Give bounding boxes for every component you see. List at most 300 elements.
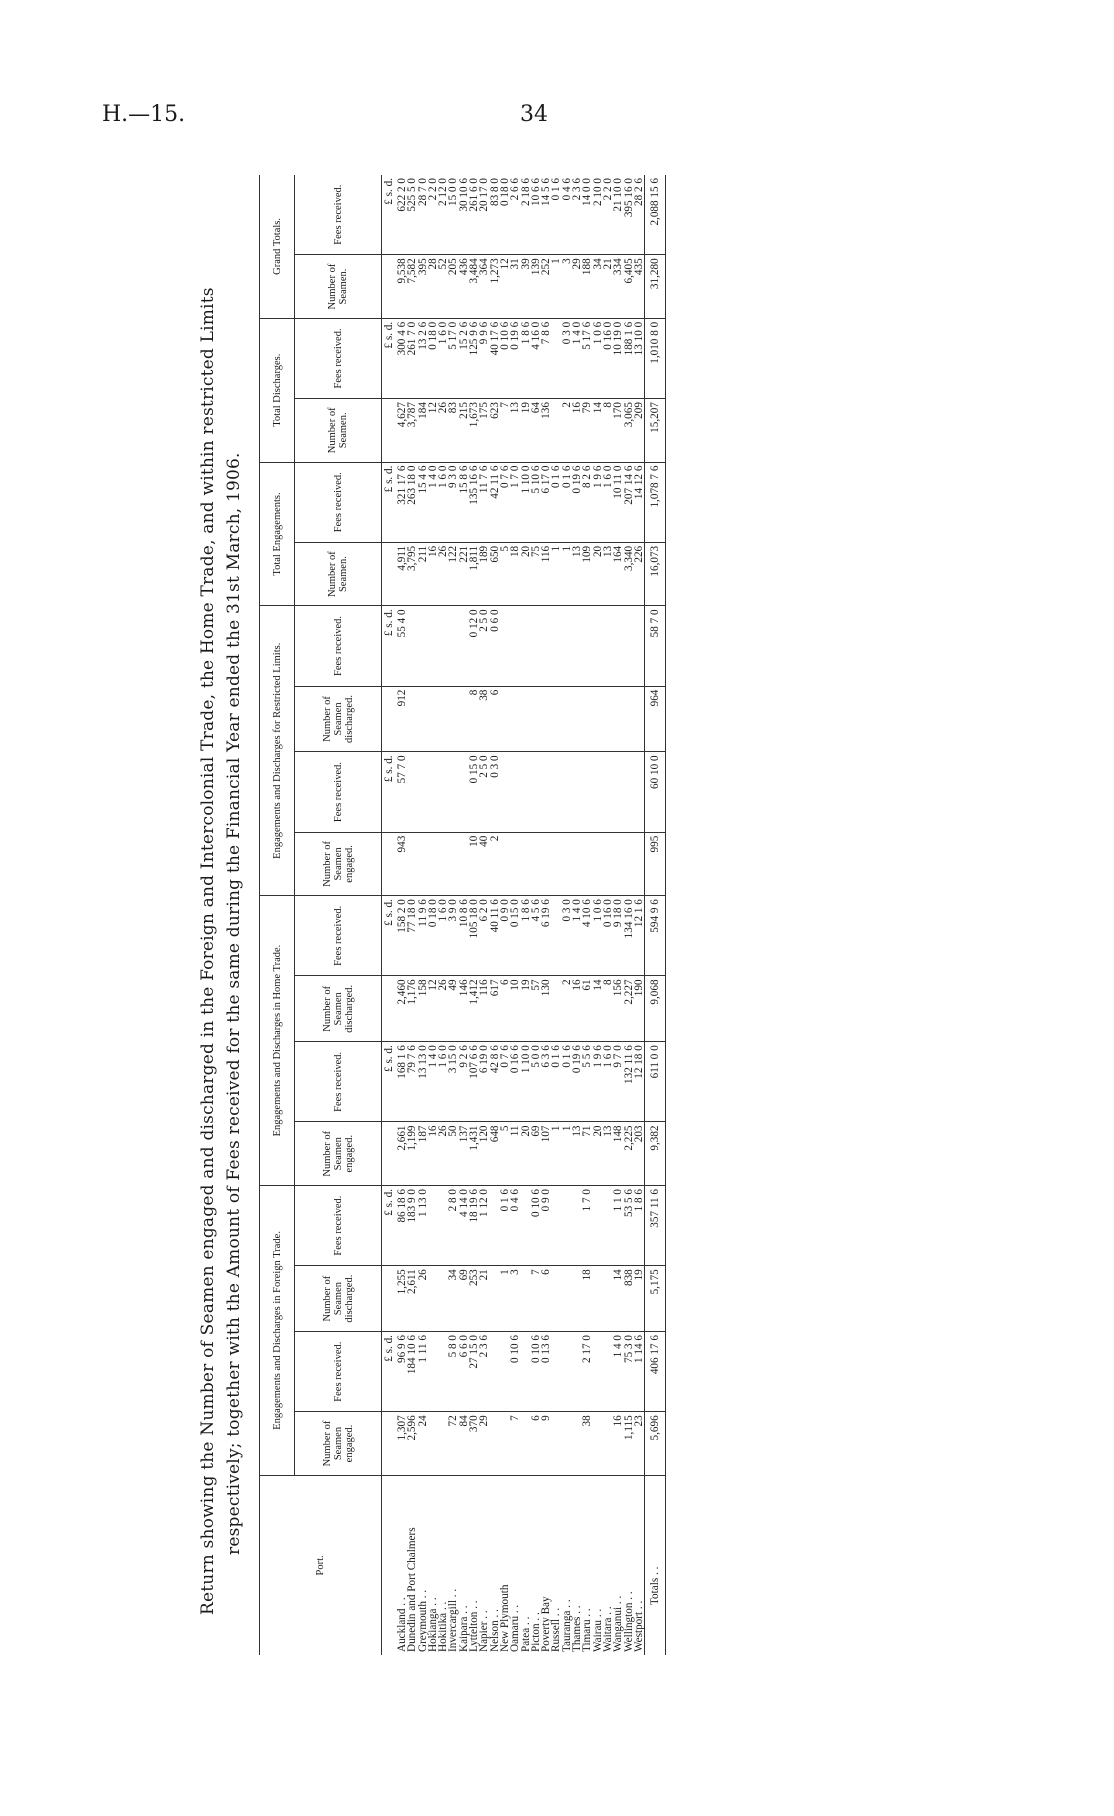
fees-cell: 40 17 6 — [490, 318, 500, 398]
fees-cell: 0 9 0 — [541, 1185, 551, 1265]
seamen-count-cell — [562, 1266, 572, 1332]
fees-cell: 261 6 0 — [469, 175, 479, 255]
seamen-count-cell — [562, 832, 572, 896]
fees-cell: 15 0 0 — [448, 175, 458, 255]
group-header-grand-totals: Grand Totals. — [260, 175, 295, 318]
port-name: Hokianga . . — [426, 1597, 439, 1652]
port-name: Nelson . . — [488, 1609, 501, 1652]
fees-cell — [593, 606, 603, 686]
seamen-count-cell — [490, 1412, 500, 1476]
seamen-count-cell: 9 — [541, 1412, 551, 1476]
seamen-count-cell — [634, 832, 645, 896]
return-title — [195, 195, 247, 1615]
fees-cell: 79 7 6 — [407, 1042, 417, 1122]
port-name: Auckland . . — [396, 1597, 408, 1652]
seamen-count-cell: 29 — [479, 1412, 489, 1476]
group-header-home: Engagements and Discharges in Home Trade. — [260, 896, 295, 1186]
fees-cell: 1 8 6 — [634, 1185, 645, 1265]
fees-cell: 168 1 6 — [397, 1042, 407, 1122]
seamen-count-cell: 13 — [510, 399, 520, 463]
seamen-count-cell — [551, 686, 561, 752]
seamen-count-cell: 1,115 — [624, 1412, 634, 1476]
fees-cell: 1 8 6 — [521, 318, 531, 398]
seamen-count-cell — [510, 832, 520, 896]
fees-cell: 2 5 0 — [479, 752, 489, 832]
seamen-count-cell: 20 — [521, 542, 531, 606]
fees-cell — [634, 606, 645, 686]
fees-cell: 7 8 6 — [541, 318, 551, 398]
seamen-count-cell: 189 — [479, 542, 489, 606]
fees-cell: 125 9 6 — [469, 318, 479, 398]
currency-unit-label: £ s. d. — [382, 1185, 398, 1265]
seamen-count-cell: 943 — [397, 832, 407, 896]
fees-cell: 158 2 0 — [397, 896, 407, 976]
fees-cell: 2 18 6 — [521, 175, 531, 255]
units-empty-cell — [382, 832, 398, 896]
fees-cell: 21 10 0 — [613, 175, 623, 255]
currency-unit-label: £ s. d. — [382, 175, 398, 255]
seamen-count-cell — [541, 832, 551, 896]
port-name: Wellington . . — [622, 1591, 635, 1652]
fees-cell: 5 17 6 — [582, 318, 592, 398]
fees-cell: 525 5 0 — [407, 175, 417, 255]
fees-cell: 135 16 6 — [469, 462, 479, 542]
fees-cell: 107 6 6 — [469, 1042, 479, 1122]
fees-cell — [521, 606, 531, 686]
seamen-count-cell: 7 — [510, 1412, 520, 1476]
fees-cell: 2 5 0 — [479, 606, 489, 686]
seamen-count-cell — [551, 976, 561, 1042]
fees-cell: 261 7 0 — [407, 318, 417, 398]
fees-cell: 0 7 6 — [500, 1042, 510, 1122]
seamen-count-cell: 1,412 — [469, 976, 479, 1042]
fees-cell — [500, 752, 510, 832]
seamen-count-cell: 1,431 — [469, 1122, 479, 1186]
fees-cell: 1 9 6 — [593, 462, 603, 542]
subheader-fees: Fees received. — [295, 175, 382, 255]
port-name: Wanganui . . — [612, 1595, 625, 1652]
seamen-count-cell: 130 — [541, 976, 551, 1042]
fees-cell: 0 10 6 — [531, 1332, 541, 1412]
fees-cell: 28 7 0 — [418, 175, 428, 255]
fees-cell: 0 1 6 — [500, 1185, 510, 1265]
totals-label: Totals . . — [645, 1475, 666, 1655]
seamen-count-cell: 16 — [428, 1122, 438, 1186]
fees-cell: 0 1 6 — [551, 462, 561, 542]
fees-cell: 0 10 6 — [531, 1185, 541, 1265]
fees-cell: 20 17 0 — [479, 175, 489, 255]
seamen-count-cell: 26 — [438, 542, 448, 606]
seamen-count-cell — [531, 832, 541, 896]
units-empty-cell — [382, 542, 398, 606]
seamen-count-cell: 648 — [490, 1122, 500, 1186]
seamen-count-cell: 2,225 — [624, 1122, 634, 1186]
seamen-count-cell: 116 — [479, 976, 489, 1042]
fees-cell: 14 12 6 — [634, 462, 645, 542]
seamen-count-cell: 175 — [479, 399, 489, 463]
seamen-count-cell — [428, 686, 438, 752]
page-number: 34 — [520, 102, 548, 127]
fees-cell: 6 17 0 — [541, 462, 551, 542]
seamen-count-cell: 187 — [418, 1122, 428, 1186]
fees-cell: 0 3 0 — [562, 318, 572, 398]
total-count-cell: 964 — [645, 686, 666, 752]
subheader-discharged: Number of Seamen discharged. — [295, 1266, 382, 1332]
total-count-cell: 5,175 — [645, 1266, 666, 1332]
fees-cell — [582, 752, 592, 832]
seamen-count-cell: 3,484 — [469, 255, 479, 319]
seamen-count-cell: 16 — [428, 542, 438, 606]
seamen-count-cell: 16 — [572, 399, 582, 463]
fees-cell: 0 10 6 — [510, 1332, 520, 1412]
seamen-count-cell: 6 — [500, 976, 510, 1042]
fees-cell: 4 14 0 — [459, 1185, 469, 1265]
fees-cell: 263 18 0 — [407, 462, 417, 542]
seamen-count-cell — [407, 832, 417, 896]
port-name: Hokitika . . — [437, 1601, 450, 1652]
subheader-number: Number of Seamen. — [295, 399, 382, 463]
seamen-count-cell — [500, 686, 510, 752]
currency-unit-label: £ s. d. — [382, 752, 398, 832]
total-fees-cell: 406 17 6 — [645, 1332, 666, 1412]
subheader-fees: Fees received. — [295, 318, 382, 398]
seamen-count-cell — [562, 1412, 572, 1476]
fees-cell: 10 6 6 — [531, 175, 541, 255]
fees-cell: 1 4 0 — [428, 462, 438, 542]
port-name: Dunedin and Port Chalmers — [406, 1527, 419, 1652]
seamen-count-cell: 20 — [593, 542, 603, 606]
fees-cell — [582, 606, 592, 686]
seamen-count-cell: 158 — [418, 976, 428, 1042]
units-empty-cell — [382, 1266, 398, 1332]
fees-cell: 1 6 0 — [603, 462, 613, 542]
fees-cell — [531, 752, 541, 832]
currency-unit-label: £ s. d. — [382, 462, 398, 542]
fees-cell: 0 15 0 — [510, 896, 520, 976]
group-header-foreign: Engagements and Discharges in Foreign Trade. — [260, 1185, 295, 1475]
seamen-count-cell — [593, 1266, 603, 1332]
seamen-count-cell: 12 — [428, 399, 438, 463]
seamen-count-cell — [603, 686, 613, 752]
seamen-count-cell — [510, 686, 520, 752]
fees-cell: 1 4 0 — [428, 1042, 438, 1122]
port-name: Picton . . — [529, 1612, 542, 1652]
fees-cell: 1 12 0 — [479, 1185, 489, 1265]
seamen-count-cell: 14 — [593, 976, 603, 1042]
fees-cell — [490, 1332, 500, 1412]
subheader-fees: Fees received. — [295, 1185, 382, 1265]
fees-cell: 1 4 0 — [572, 318, 582, 398]
seamen-count-cell: 122 — [448, 542, 458, 606]
fees-cell: 207 14 6 — [624, 462, 634, 542]
seamen-count-cell — [624, 686, 634, 752]
fees-cell: 12 18 0 — [634, 1042, 645, 1122]
fees-cell — [418, 752, 428, 832]
fees-cell: 6 6 0 — [459, 1332, 469, 1412]
subheader-discharged: Number of Seamen discharged. — [295, 976, 382, 1042]
seamen-count-cell: 26 — [438, 976, 448, 1042]
fees-cell — [572, 606, 582, 686]
fees-cell — [541, 606, 551, 686]
fees-cell: 10 11 0 — [613, 462, 623, 542]
seamen-count-cell: 1 — [562, 1122, 572, 1186]
fees-cell: 28 2 6 — [634, 175, 645, 255]
seamen-count-cell: 8 — [603, 976, 613, 1042]
fees-cell: 12 1 6 — [634, 896, 645, 976]
fees-cell — [562, 1332, 572, 1412]
fees-cell: 0 13 6 — [541, 1332, 551, 1412]
seamen-count-cell: 139 — [531, 255, 541, 319]
seamen-count-cell: 34 — [448, 1266, 458, 1332]
seamen-count-cell: 6,405 — [624, 255, 634, 319]
seamen-count-cell: 26 — [438, 1122, 448, 1186]
seamen-count-cell: 3,787 — [407, 399, 417, 463]
seamen-count-cell: 23 — [634, 1412, 645, 1476]
seamen-count-cell: 28 — [428, 255, 438, 319]
fees-cell: 1 8 6 — [521, 896, 531, 976]
fees-cell: 6 19 0 — [479, 1042, 489, 1122]
seamen-count-cell: 29 — [572, 255, 582, 319]
fees-cell: 1 10 0 — [521, 1042, 531, 1122]
fees-cell — [407, 606, 417, 686]
seamen-count-cell: 3,795 — [407, 542, 417, 606]
total-count-cell: 995 — [645, 832, 666, 896]
seamen-count-cell: 50 — [448, 1122, 458, 1186]
fees-cell: 2 12 0 — [438, 175, 448, 255]
seamen-count-cell: 2 — [562, 976, 572, 1042]
seamen-count-cell: 370 — [469, 1412, 479, 1476]
total-fees-cell: 611 0 0 — [645, 1042, 666, 1122]
seamen-count-cell: 21 — [603, 255, 613, 319]
currency-unit-label: £ s. d. — [382, 1332, 398, 1412]
seamen-count-cell: 10 — [469, 832, 479, 896]
subheader-fees: Fees received. — [295, 462, 382, 542]
fees-cell: 5 17 0 — [448, 318, 458, 398]
fees-cell: 11 9 6 — [418, 896, 428, 976]
seamen-count-cell — [521, 1266, 531, 1332]
seamen-count-cell: 211 — [418, 542, 428, 606]
fees-cell: 0 19 6 — [572, 1042, 582, 1122]
port-name: Patea . . — [519, 1616, 532, 1652]
fees-cell: 8 2 6 — [582, 462, 592, 542]
total-fees-cell: 60 10 0 — [645, 752, 666, 832]
total-count-cell: 9,382 — [645, 1122, 666, 1186]
subheader-fees: Fees received. — [295, 1332, 382, 1412]
seamen-count-cell: 1,811 — [469, 542, 479, 606]
fees-cell: 0 9 0 — [500, 896, 510, 976]
seamen-count-cell: 6 — [531, 1412, 541, 1476]
seamen-count-cell: 72 — [448, 1412, 458, 1476]
seamen-count-cell — [551, 1412, 561, 1476]
fees-cell: 5 5 6 — [582, 1042, 592, 1122]
totals-row — [645, 175, 666, 1655]
seamen-count-cell: 12 — [428, 976, 438, 1042]
seamen-count-cell: 5 — [500, 1122, 510, 1186]
seamen-count-cell: 24 — [418, 1412, 428, 1476]
fees-cell — [593, 752, 603, 832]
fees-cell: 0 18 0 — [428, 896, 438, 976]
total-count-cell: 5,696 — [645, 1412, 666, 1476]
fees-cell: 9 9 6 — [479, 318, 489, 398]
fees-cell: 9 7 0 — [613, 1042, 623, 1122]
fees-cell — [407, 752, 417, 832]
units-row — [382, 175, 398, 1655]
fees-cell — [428, 1332, 438, 1412]
seamen-count-cell — [448, 686, 458, 752]
units-empty-cell — [382, 399, 398, 463]
fees-cell: 13 10 0 — [634, 318, 645, 398]
seamen-count-cell: 75 — [531, 542, 541, 606]
seamen-count-cell: 148 — [613, 1122, 623, 1186]
seamen-count-cell: 10 — [510, 976, 520, 1042]
seamen-count-cell — [593, 686, 603, 752]
seamen-count-cell: 1,199 — [407, 1122, 417, 1186]
fees-cell: 0 19 6 — [572, 462, 582, 542]
port-name: New Plymouth — [498, 1584, 511, 1652]
port-name: Timaru . . — [581, 1608, 594, 1652]
seamen-count-cell — [490, 1266, 500, 1332]
seamen-count-cell: 1 — [551, 255, 561, 319]
seamen-count-cell: 215 — [459, 399, 469, 463]
currency-unit-label: £ s. d. — [382, 896, 398, 976]
seamen-count-cell — [613, 686, 623, 752]
fees-cell: 6 19 6 — [541, 896, 551, 976]
seamen-count-cell: 1,673 — [469, 399, 479, 463]
seamen-count-cell: 184 — [418, 399, 428, 463]
fees-cell: 11 7 6 — [479, 462, 489, 542]
seamen-count-cell: 146 — [459, 976, 469, 1042]
fees-cell: 183 9 0 — [407, 1185, 417, 1265]
seamen-count-cell: 13 — [572, 542, 582, 606]
seamen-count-cell — [551, 399, 561, 463]
fees-cell: 0 1 6 — [562, 462, 572, 542]
seamen-count-cell — [531, 686, 541, 752]
seamen-count-cell — [541, 686, 551, 752]
fees-cell: 1 7 0 — [510, 462, 520, 542]
seamen-count-cell — [572, 832, 582, 896]
seamen-count-cell: 9,538 — [397, 255, 407, 319]
fees-cell: 5 0 0 — [531, 1042, 541, 1122]
seamen-count-cell: 209 — [634, 399, 645, 463]
total-fees-cell: 58 7 0 — [645, 606, 666, 686]
fees-cell — [551, 1185, 561, 1265]
fees-cell: 2 3 6 — [572, 175, 582, 255]
port-name: Napier . . — [478, 1610, 491, 1652]
fees-cell: 15 2 6 — [459, 318, 469, 398]
units-empty-cell — [382, 1122, 398, 1186]
seamen-count-cell — [551, 1266, 561, 1332]
seamen-count-cell: 1,176 — [407, 976, 417, 1042]
fees-cell: 2 10 0 — [593, 175, 603, 255]
seamen-count-cell — [418, 832, 428, 896]
fees-cell — [510, 752, 520, 832]
fees-cell: 3 15 0 — [448, 1042, 458, 1122]
seamen-count-cell: 2,227 — [624, 976, 634, 1042]
seamen-count-cell: 1 — [562, 542, 572, 606]
seamen-count-cell: 16 — [613, 1412, 623, 1476]
fees-cell — [438, 606, 448, 686]
fees-cell: 0 3 0 — [490, 752, 500, 832]
seamen-count-cell — [407, 686, 417, 752]
seamen-count-cell: 19 — [634, 1266, 645, 1332]
seamen-count-cell: 13 — [572, 1122, 582, 1186]
fees-cell — [562, 752, 572, 832]
seamen-count-cell — [428, 1412, 438, 1476]
seamen-count-cell: 7,582 — [407, 255, 417, 319]
seamen-count-cell — [418, 686, 428, 752]
table-row — [613, 175, 623, 1655]
fees-cell: 300 4 6 — [397, 318, 407, 398]
seamen-count-cell: 2,661 — [397, 1122, 407, 1186]
fees-cell: 0 15 0 — [469, 752, 479, 832]
fees-cell: 27 15 0 — [469, 1332, 479, 1412]
fees-cell — [613, 606, 623, 686]
fees-cell: 2 6 6 — [510, 175, 520, 255]
fees-cell: 6 3 6 — [541, 1042, 551, 1122]
fees-cell: 77 18 0 — [407, 896, 417, 976]
seamen-count-cell: 38 — [479, 686, 489, 752]
fees-cell: 15 8 6 — [459, 462, 469, 542]
fees-cell — [634, 752, 645, 832]
fees-cell: 13 13 0 — [418, 1042, 428, 1122]
seamen-count-cell — [521, 832, 531, 896]
seamen-count-cell: 49 — [448, 976, 458, 1042]
fees-cell: 1 0 6 — [593, 896, 603, 976]
port-name: Thames . . — [571, 1605, 584, 1652]
fees-cell — [428, 752, 438, 832]
seamen-count-cell: 190 — [634, 976, 645, 1042]
seamen-count-cell: 170 — [613, 399, 623, 463]
currency-unit-label: £ s. d. — [382, 1042, 398, 1122]
table-body — [382, 175, 666, 1655]
fees-cell: 184 10 6 — [407, 1332, 417, 1412]
total-fees-cell: 1,010 8 0 — [645, 318, 666, 398]
title-line-2: respectively; together with the Amount of Fees received for the same during the Financial Year ended the 31st March, 1906. — [224, 452, 244, 1555]
fees-cell — [572, 752, 582, 832]
fees-cell: 0 16 6 — [510, 1042, 520, 1122]
seamen-count-cell: 188 — [582, 255, 592, 319]
seamen-count-cell — [572, 686, 582, 752]
port-name: Westport . . — [632, 1600, 645, 1652]
fees-cell: 0 18 0 — [500, 175, 510, 255]
seamen-count-cell: 39 — [521, 255, 531, 319]
fees-cell: 1 6 0 — [438, 1042, 448, 1122]
seamen-count-cell — [582, 686, 592, 752]
seamen-count-cell: 395 — [418, 255, 428, 319]
fees-cell: 42 8 6 — [490, 1042, 500, 1122]
subheader-number: Number of Seamen. — [295, 255, 382, 319]
seamen-count-cell: 107 — [541, 1122, 551, 1186]
fees-cell: 2 8 0 — [448, 1185, 458, 1265]
port-name: Lyttelton . . — [468, 1600, 481, 1652]
fees-cell — [562, 1185, 572, 1265]
fees-cell: 1 6 0 — [603, 1042, 613, 1122]
fees-cell — [510, 606, 520, 686]
port-name: Oamaru . . — [509, 1604, 522, 1652]
seamen-count-cell: 2 — [562, 399, 572, 463]
fees-cell: 0 18 0 — [428, 318, 438, 398]
header-reference: H.—15. — [102, 102, 186, 127]
fees-cell: 9 2 6 — [459, 1042, 469, 1122]
units-empty-cell — [382, 686, 398, 752]
fees-cell: 1 4 0 — [613, 1332, 623, 1412]
seamen-count-cell: 18 — [510, 542, 520, 606]
fees-cell: 0 3 0 — [562, 896, 572, 976]
fees-cell — [551, 1332, 561, 1412]
seamen-count-cell: 21 — [479, 1266, 489, 1332]
fees-cell — [438, 752, 448, 832]
seamen-count-cell: 8 — [469, 686, 479, 752]
